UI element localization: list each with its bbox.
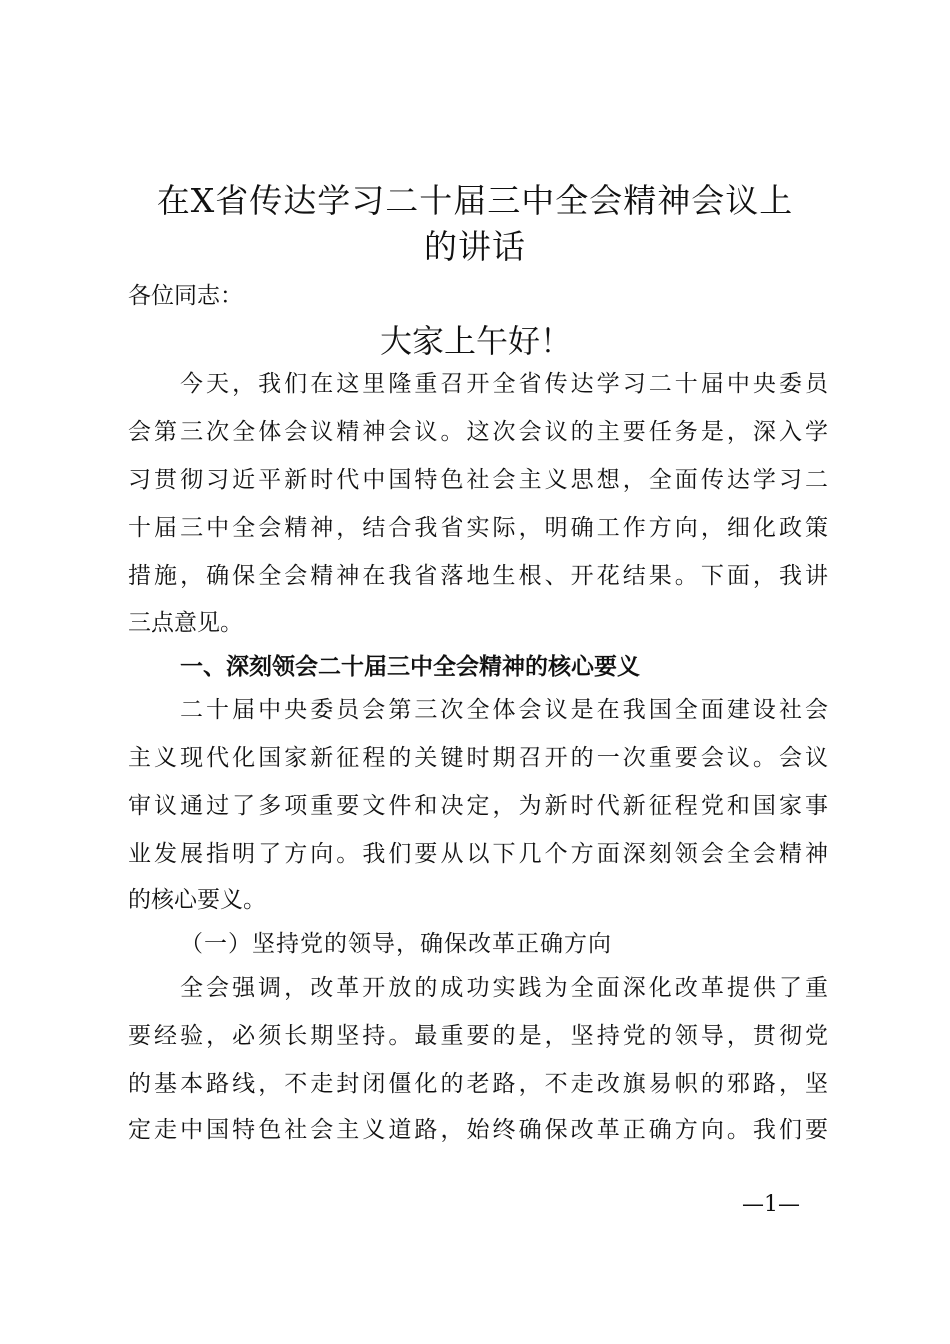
- paragraph-line: 十届三中全会精神，结合我省实际，明确工作方向，细化政策: [128, 515, 828, 541]
- paragraph-line: 要经验，必须长期坚持。最重要的是，坚持党的领导，贯彻党: [128, 1023, 828, 1049]
- paragraph-line: 业发展指明了方向。我们要从以下几个方面深刻领会全会精神: [128, 841, 828, 867]
- paragraph-line: 全会强调，改革开放的成功实践为全面深化改革提供了重: [180, 975, 828, 1001]
- paragraph-line: 主义现代化国家新征程的关键时期召开的一次重要会议。会议: [128, 745, 828, 771]
- paragraph-line: 审议通过了多项重要文件和决定，为新时代新征程党和国家事: [128, 793, 828, 819]
- paragraph-line: 会第三次全体会议精神会议。这次会议的主要任务是，深入学: [128, 419, 828, 445]
- page-number: —1—: [742, 1192, 800, 1217]
- paragraph-line: 习贯彻习近平新时代中国特色社会主义思想，全面传达学习二: [128, 467, 828, 493]
- paragraph-line: 二十届中央委员会第三次全体会议是在我国全面建设社会: [180, 697, 828, 723]
- subsection-heading-1: （一）坚持党的领导，确保改革正确方向: [180, 931, 612, 957]
- paragraph-line: 的核心要义。: [128, 887, 266, 913]
- section-heading-1: 一、深刻领会二十届三中全会精神的核心要义: [180, 654, 640, 680]
- paragraph-line: 三点意见。: [128, 610, 243, 636]
- paragraph-line: 定走中国特色社会主义道路，始终确保改革正确方向。我们要: [128, 1117, 828, 1143]
- paragraph-line: 今天，我们在这里隆重召开全省传达学习二十届中央委员: [180, 371, 828, 397]
- paragraph-line: 的基本路线，不走封闭僵化的老路，不走改旗易帜的邪路，坚: [128, 1071, 828, 1097]
- salutation: 各位同志：: [128, 283, 243, 309]
- document-title-line-2: 的讲话: [424, 227, 526, 266]
- paragraph-line: 措施，确保全会精神在我省落地生根、开花结果。下面，我讲: [128, 563, 828, 589]
- greeting: 大家上午好！: [379, 322, 572, 360]
- document-title-line-1: 在X省传达学习二十届三中全会精神会议上: [156, 181, 794, 220]
